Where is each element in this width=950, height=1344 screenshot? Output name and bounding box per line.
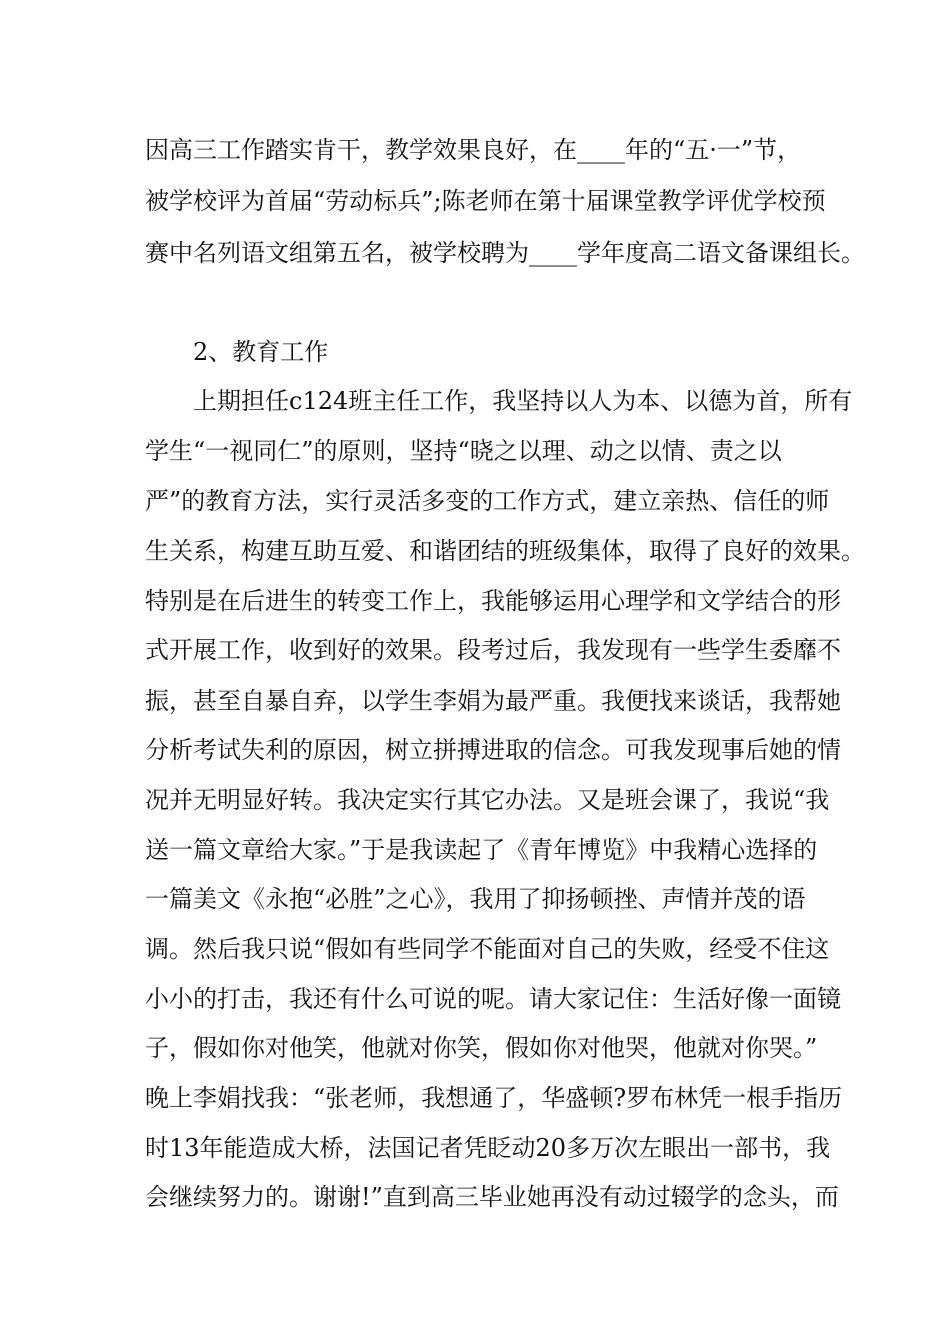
paragraph-line: 分析考试失利的原因，树立拼搏进取的信念。可我发现事后她的情 xyxy=(145,736,841,764)
paragraph-line: 调。然后我只说“假如有些同学不能面对自己的失败，经受不住这 xyxy=(145,935,830,963)
paragraph-line: 小小的打击，我还有什么可说的呢。请大家记住：生活好像一面镜 xyxy=(145,985,841,1013)
paragraph-line: 送一篇文章给大家。”于是我读起了《青年博览》中我精心选择的 xyxy=(145,836,818,864)
paragraph-line: 生关系，构建互助互爱、和谐团结的班级集体，取得了良好的效果。 xyxy=(145,537,865,565)
paragraph-line: 晚上李娟找我：“张老师，我想通了，华盛顿?罗布林凭一根手指历 xyxy=(145,1084,843,1112)
paragraph-line: 振，甚至自暴自弃，以学生李娟为最严重。我便找来谈话，我帮她 xyxy=(145,687,841,715)
section-heading: 2、教育工作 xyxy=(193,338,329,366)
paragraph-line: 严”的教育方法，实行灵活多变的工作方式，建立亲热、信任的师 xyxy=(145,487,830,515)
paragraph-line: 被学校评为首届“劳动标兵”;陈老师在第十届课堂教学评优学校预 xyxy=(145,187,826,215)
paragraph-line: 会继续努力的。谢谢!”直到高三毕业她再没有动过辍学的念头，而 xyxy=(145,1183,839,1211)
paragraph-line: 上期担任c124班主任工作，我坚持以人为本、以德为首，所有 xyxy=(193,387,853,415)
paragraph-line: 因高三工作踏实肯干，教学效果良好，在____年的“五·一”节， xyxy=(145,136,802,164)
paragraph-line: 子，假如你对他笑，他就对你笑，假如你对他哭，他就对你哭。” xyxy=(145,1034,818,1062)
paragraph-line: 学生“一视同仁”的原则，坚持“晓之以理、动之以情、责之以 xyxy=(145,437,782,465)
paragraph-line: 时13年能造成大桥，法国记者凭眨动20多万次左眼出一部书，我 xyxy=(145,1134,831,1162)
paragraph-line: 赛中名列语文组第五名，被学校聘为____学年度高二语文备课组长。 xyxy=(145,239,865,267)
paragraph-line: 式开展工作，收到好的效果。段考过后，我发现有一些学生委靡不 xyxy=(145,636,841,664)
paragraph-line: 特别是在后进生的转变工作上，我能够运用心理学和文学结合的形 xyxy=(145,587,841,615)
paragraph-line: 况并无明显好转。我决定实行其它办法。又是班会课了，我说“我 xyxy=(145,786,830,814)
paragraph-line: 一篇美文《永抱“必胜”之心》，我用了抑扬顿挫、声情并茂的语 xyxy=(145,885,806,913)
